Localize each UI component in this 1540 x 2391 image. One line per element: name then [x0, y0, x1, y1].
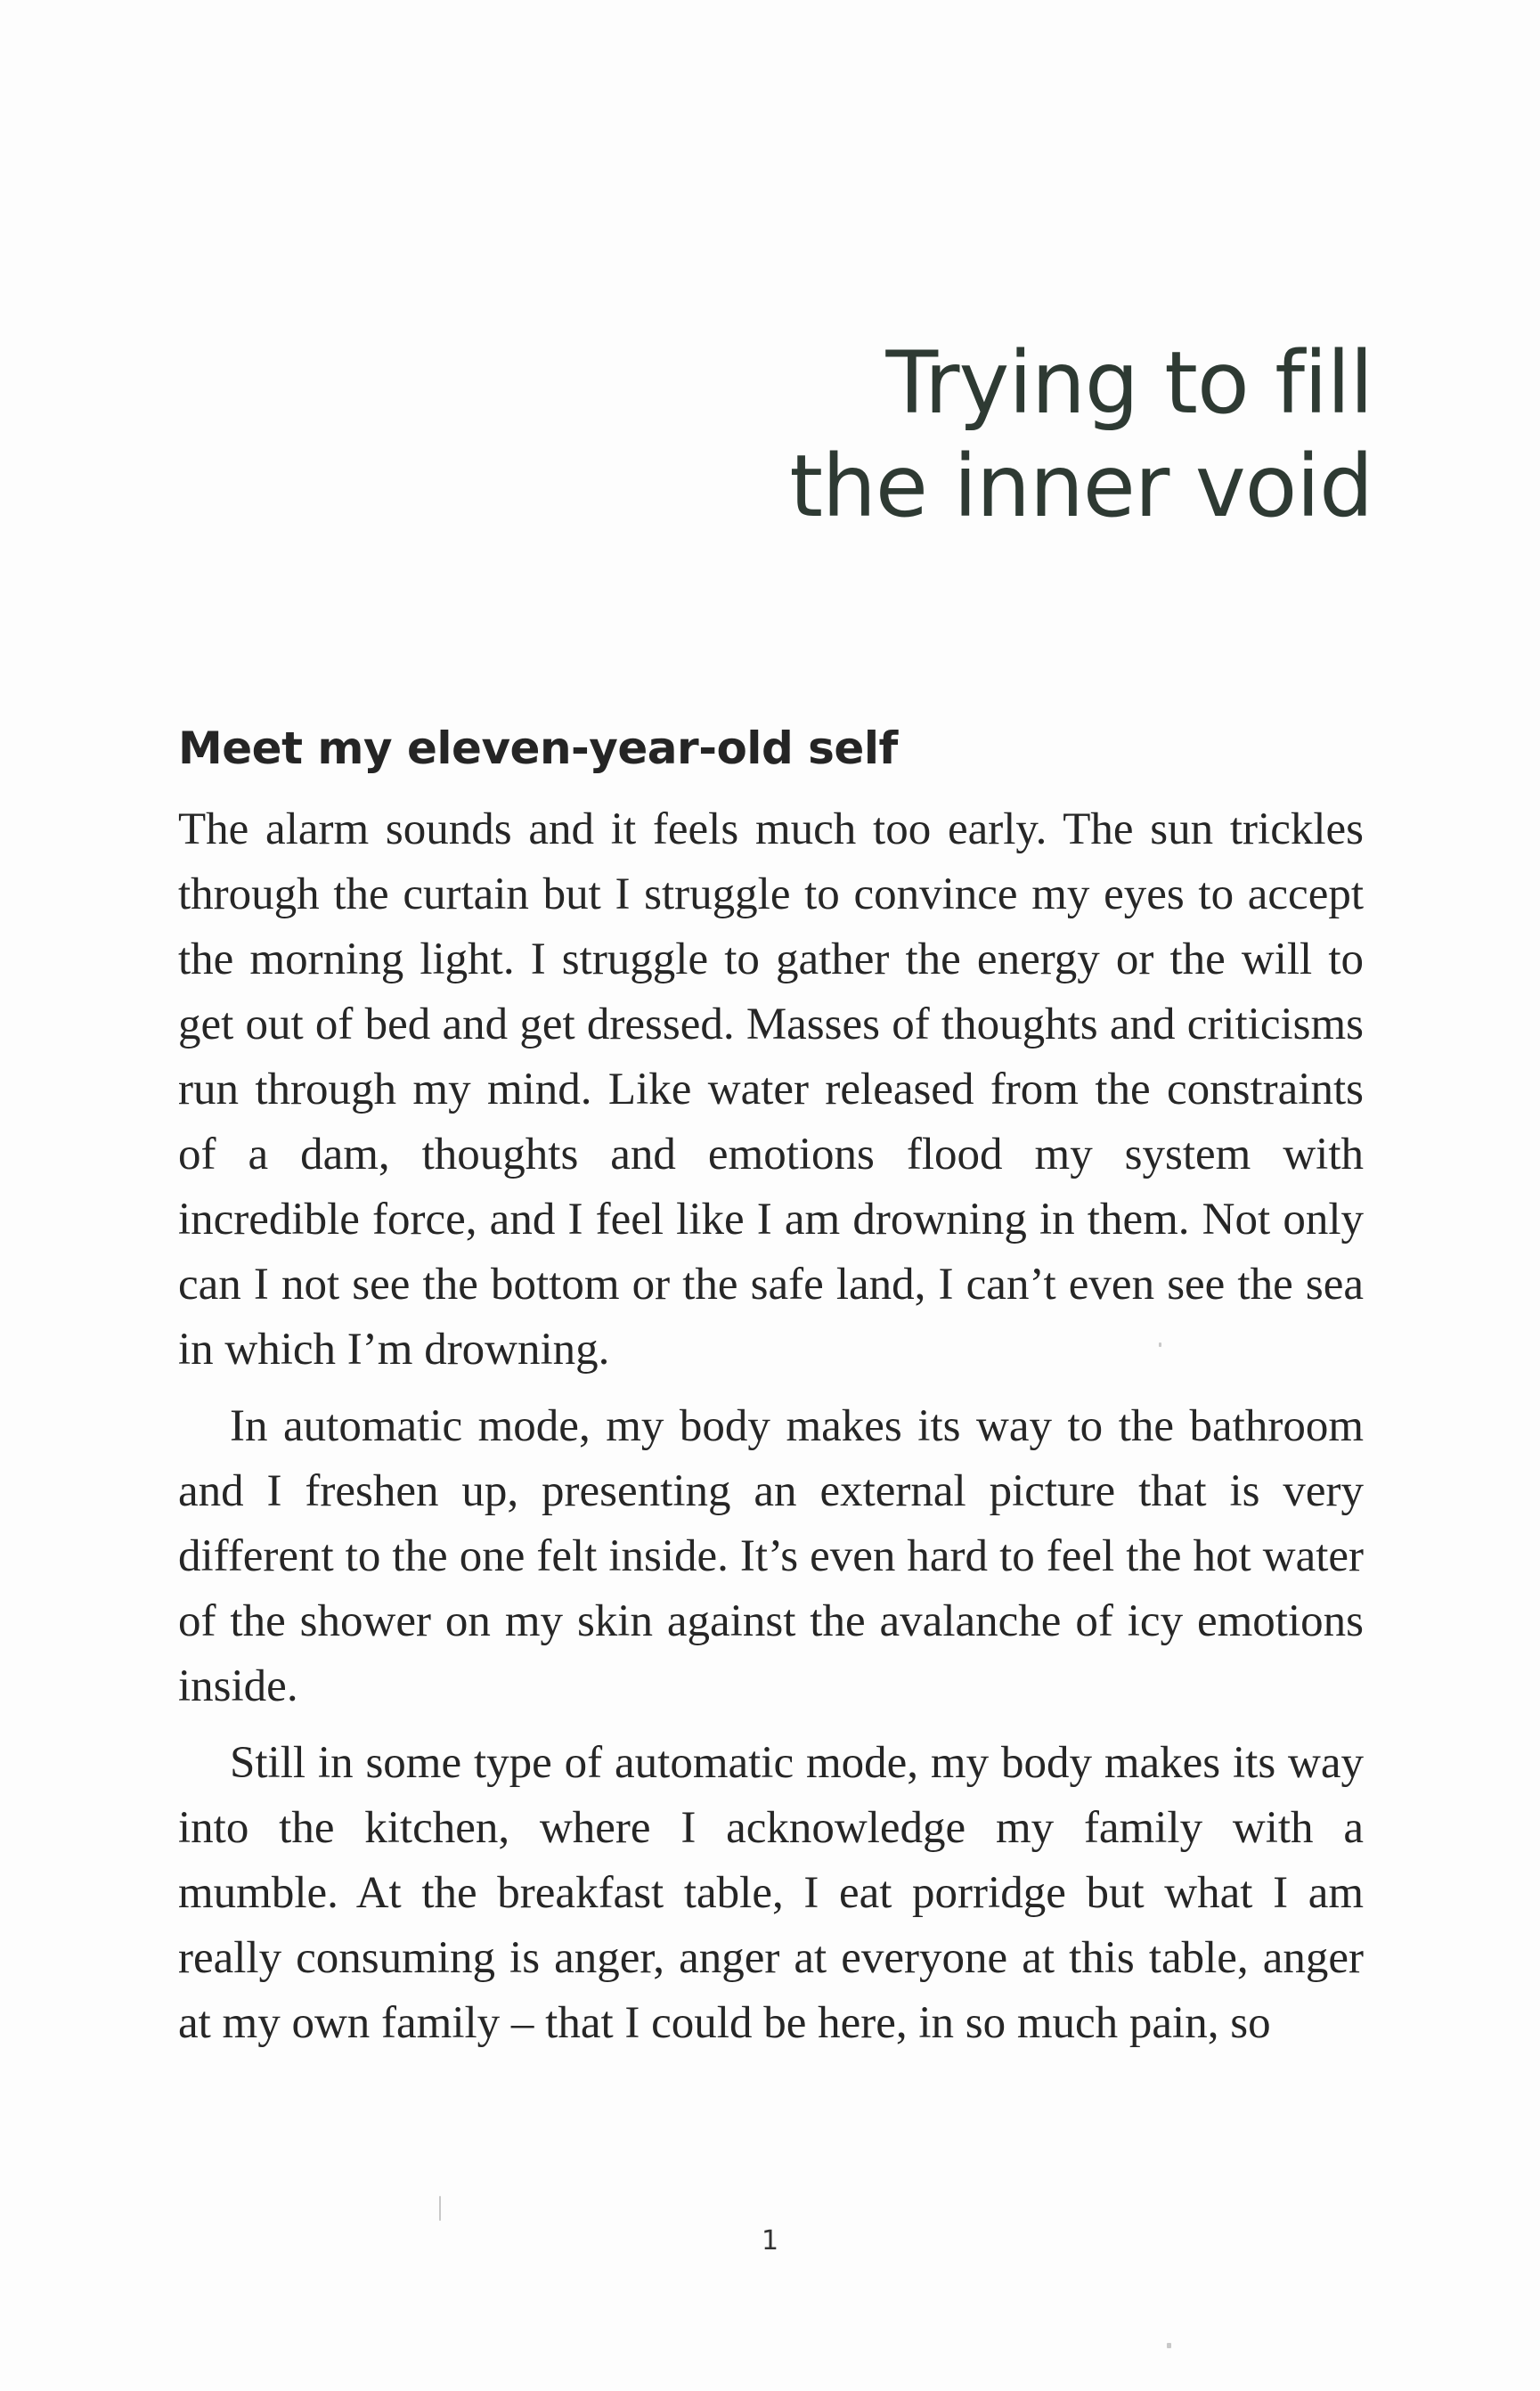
scan-speck — [1167, 2343, 1171, 2348]
paragraph-3: Still in some type of automatic mode, my body makes its way into the kitchen, where I acknowledge my family with a mumble. At the breakfast table, I eat porridge but what I am really consuming is anger, anger at everyone at this table, anger at my own family – that I could be here, in so much pain, so — [178, 1738, 1364, 2048]
chapter-title-line-1: Trying to fill — [885, 333, 1373, 433]
paragraph-1: The alarm sounds and it feels much too early. The sun trickles through the curtain but I struggle to convince my eyes to accept the morning light. I struggle to gather the energy or the will to get out of bed and get dressed. Masses of thoughts and criticisms run through my mind. Like water released from the constraints of a dam, thoughts and emotions flood my system with incredible force, and I feel like I am drowning in them. Not only can I not see the bottom or the safe land, I can’t even see the sea in which I’m drowning. — [178, 804, 1364, 1375]
page-number: 1 — [761, 2225, 779, 2256]
paragraph-2: In automatic mode, my body makes its way to the bathroom and I freshen up, presenting an external picture that is very different to the one felt inside. It’s even hard to feel the hot water of the shower on my skin against the avalanche of icy emotions inside. — [178, 1401, 1364, 1711]
chapter-title — [571, 331, 1373, 538]
scan-speck — [1159, 1342, 1161, 1347]
section-heading: Meet my eleven-year-old self — [178, 722, 898, 774]
body-text — [178, 797, 1364, 2068]
chapter-title-line-2: the inner void — [789, 437, 1373, 536]
scan-speck — [439, 2196, 441, 2221]
